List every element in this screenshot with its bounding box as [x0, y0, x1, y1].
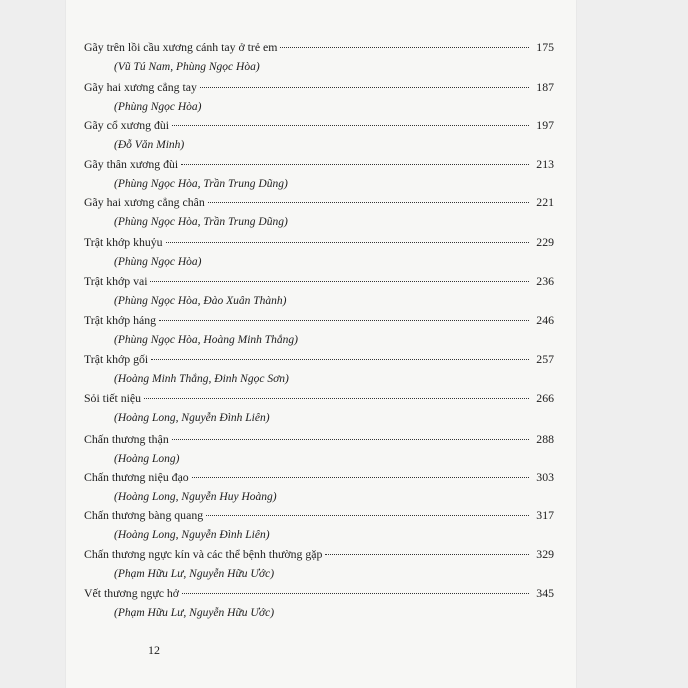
entry-title: Gãy cổ xương đùi — [84, 118, 170, 132]
entry-page: 329 — [536, 547, 554, 561]
entry-authors: (Phạm Hữu Lư, Nguyễn Hữu Ước) — [114, 568, 275, 580]
toc-entry — [84, 586, 554, 620]
entry-title: Chấn thương ngực kín và các thể bệnh thường gặp — [84, 547, 323, 561]
dot-leader — [325, 552, 529, 555]
entry-page: 257 — [536, 352, 554, 366]
dot-leader — [208, 200, 529, 203]
entry-authors: (Hoàng Long, Nguyễn Huy Hoàng) — [114, 491, 277, 503]
toc-entry — [84, 195, 554, 229]
entry-page: 303 — [536, 470, 554, 484]
toc-entry — [84, 313, 554, 347]
entry-authors: (Phùng Ngọc Hòa) — [114, 256, 202, 268]
entry-page: 187 — [536, 80, 554, 94]
entry-page: 288 — [536, 432, 554, 446]
dot-leader — [192, 475, 529, 478]
entry-title: Chấn thương thận — [84, 432, 169, 446]
dot-leader — [150, 279, 529, 282]
entry-title: Chấn thương bàng quang — [84, 508, 204, 522]
dot-leader — [151, 357, 529, 360]
toc-entry — [84, 274, 554, 308]
toc-entry — [84, 118, 554, 152]
entry-authors: (Hoàng Long, Nguyễn Đình Liên) — [114, 529, 270, 541]
entry-page: 246 — [536, 313, 554, 327]
entry-authors: (Phùng Ngọc Hòa, Trần Trung Dũng) — [114, 178, 288, 190]
toc-entry — [84, 352, 554, 386]
entry-title: Vết thương ngực hở — [84, 586, 180, 600]
entry-title: Gãy hai xương cẳng tay — [84, 80, 197, 94]
entry-page: 345 — [536, 586, 554, 600]
entry-authors: (Hoàng Minh Thắng, Đinh Ngọc Sơn) — [114, 373, 289, 385]
entry-authors: (Hoàng Long, Nguyễn Đình Liên) — [114, 412, 270, 424]
entry-page: 229 — [536, 235, 554, 249]
dot-leader — [181, 162, 529, 165]
entry-title: Trật khớp gối — [84, 352, 149, 366]
entry-authors: (Phùng Ngọc Hòa, Hoàng Minh Thắng) — [114, 334, 298, 346]
dot-leader — [182, 591, 529, 594]
entry-title: Gãy thân xương đùi — [84, 157, 179, 171]
entry-authors: (Phạm Hữu Lư, Nguyễn Hữu Ước) — [114, 607, 275, 619]
page-number: 12 — [148, 643, 160, 657]
entry-title: Gãy hai xương cẳng chân — [84, 195, 205, 209]
entry-page: 266 — [536, 391, 554, 405]
toc-entry — [84, 235, 554, 269]
entry-page: 317 — [536, 508, 554, 522]
toc-entry — [84, 80, 554, 114]
entry-title: Gãy trên lồi cầu xương cánh tay ở trẻ em — [84, 40, 278, 54]
toc-entry — [84, 157, 554, 191]
toc-entry — [84, 470, 554, 504]
entry-page: 236 — [536, 274, 554, 288]
entry-authors: (Vũ Tú Nam, Phùng Ngọc Hòa) — [114, 61, 260, 73]
entry-title: Trật khớp vai — [84, 274, 148, 288]
dot-leader — [172, 437, 529, 440]
dot-leader — [200, 85, 529, 88]
toc-entry — [84, 40, 554, 74]
entry-authors: (Phùng Ngọc Hòa) — [114, 101, 202, 113]
entry-title: Chấn thương niệu đạo — [84, 470, 189, 484]
entry-title: Trật khớp háng — [84, 313, 156, 327]
entry-title: Sỏi tiết niệu — [84, 391, 142, 405]
entry-page: 175 — [536, 40, 554, 54]
dot-leader — [166, 240, 529, 243]
entry-authors: (Phùng Ngọc Hòa, Đào Xuân Thành) — [114, 295, 287, 307]
entry-authors: (Hoàng Long) — [114, 453, 180, 465]
entry-title: Trật khớp khuỷu — [84, 235, 163, 249]
dot-leader — [206, 513, 529, 516]
entry-page: 197 — [536, 118, 554, 132]
toc-entry — [84, 391, 554, 425]
dot-leader — [144, 396, 529, 399]
toc-entry — [84, 508, 554, 542]
entry-authors: (Đỗ Văn Minh) — [114, 139, 185, 151]
entry-page: 221 — [536, 195, 554, 209]
dot-leader — [159, 318, 529, 321]
entry-page: 213 — [536, 157, 554, 171]
dot-leader — [280, 45, 529, 48]
toc-entry — [84, 432, 554, 466]
dot-leader — [172, 123, 529, 126]
entry-authors: (Phùng Ngọc Hòa, Trần Trung Dũng) — [114, 216, 288, 228]
toc-entry — [84, 547, 554, 581]
